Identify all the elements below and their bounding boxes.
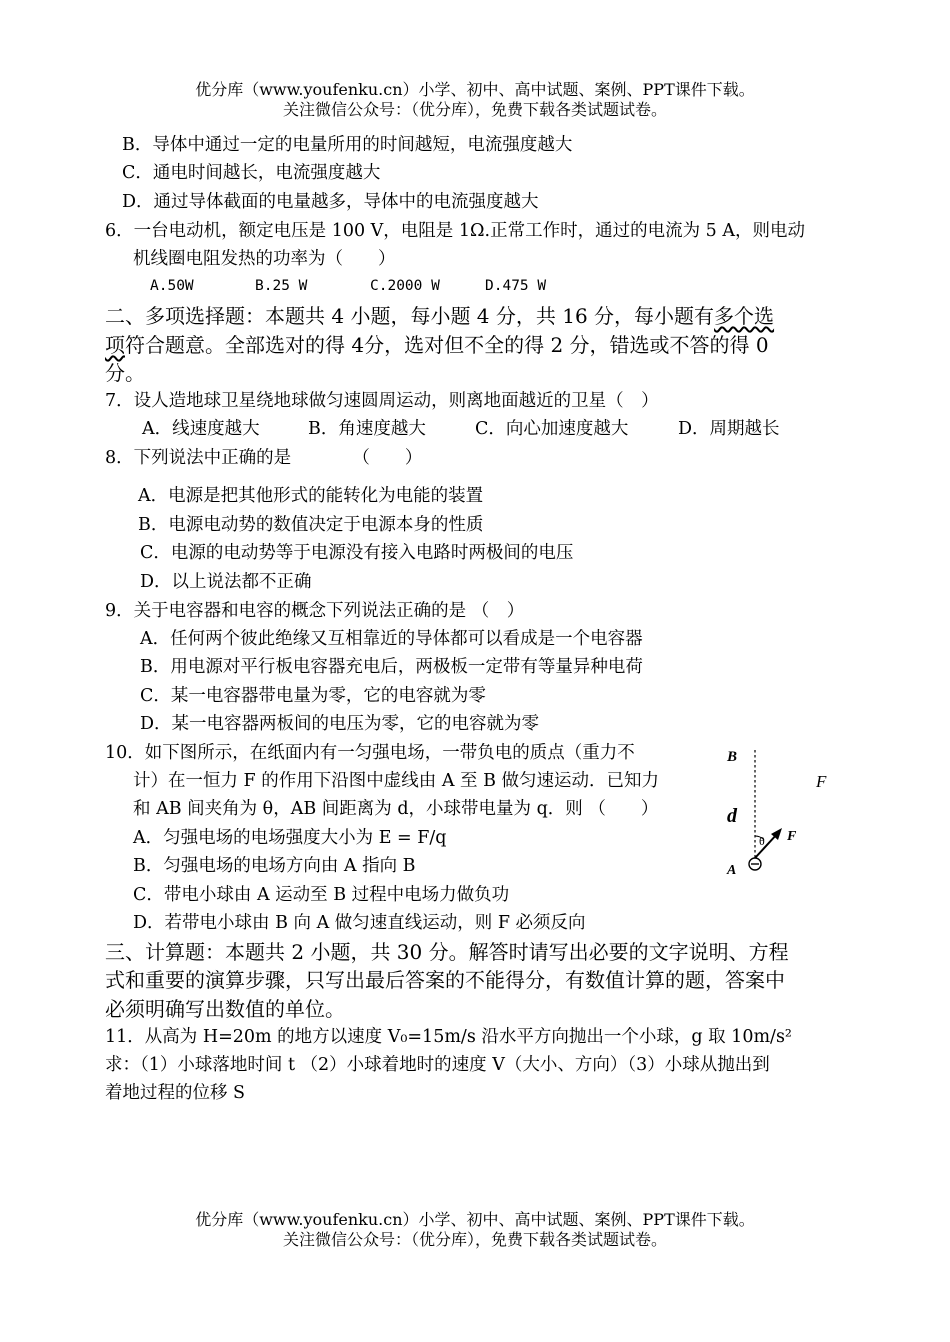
- q5-option-d: D．通过导体截面的电量越多，导体中的电流强度越大: [122, 192, 539, 212]
- q10-option-b: B．匀强电场的电场方向由 A 指向 B: [133, 856, 416, 876]
- footer-line-1: 优分库（www.youfenku.cn）小学、初中、高中试题、案例、PPT课件下载。: [195, 1210, 755, 1229]
- q7-option-a: A．线速度越大: [142, 419, 260, 439]
- section2-heading-line-3: 分。: [105, 361, 145, 385]
- label-f-far: F: [816, 772, 827, 791]
- section3-heading-line-2: 式和重要的演算步骤，只写出最后答案的不能得分，有数值计算的题，答案中: [105, 968, 785, 992]
- header-line-1: 优分库（www.youfenku.cn）小学、初中、高中试题、案例、PPT课件下载。: [195, 80, 755, 99]
- q6-option-a: A.50W: [150, 278, 194, 294]
- q9-option-d: D．某一电容器两板间的电压为零，它的电容就为零: [140, 714, 540, 734]
- q10-stem-line-1: 10．如下图所示，在纸面内有一匀强电场，一带负电的质点（重力不: [105, 743, 635, 763]
- section3-heading-line-1: 三、计算题：本题共 2 小题，共 30 分。解答时请写出必要的文字说明、方程: [105, 940, 789, 964]
- label-a: A: [727, 863, 737, 878]
- q6-option-d: D.475 W: [485, 278, 547, 294]
- q9-stem: 9．关于电容器和电容的概念下列说法正确的是 （ ）: [105, 601, 525, 621]
- q8-stem: 8．下列说法中正确的是 （ ）: [105, 448, 423, 468]
- section2-heading-line-2: 项符合题意。全部选对的得 4分，选对但不全的得 2 分，错选或不答的得 0: [105, 333, 769, 357]
- label-theta: θ: [759, 834, 765, 848]
- q8-option-c: C．电源的电动势等于电源没有接入电路时两极间的电压: [140, 543, 574, 563]
- q7-stem: 7．设人造地球卫星绕地球做匀速圆周运动，则离地面越近的卫星（ ）: [105, 391, 659, 411]
- q6-option-b: B.25 W: [255, 278, 308, 294]
- q6-stem-line-2: 机线圈电阻发热的功率为（ ）: [133, 249, 396, 269]
- q10-stem-line-3: 和 AB 间夹角为 θ，AB 间距离为 d，小球带电量为 q．则 （ ）: [133, 799, 659, 819]
- q8-option-b: B．电源电动势的数值决定于电源本身的性质: [138, 515, 484, 535]
- q8-option-a: A．电源是把其他形式的能转化为电能的装置: [138, 486, 484, 506]
- q10-stem-line-2: 计）在一恒力 F 的作用下沿图中虚线由 A 至 B 做匀速运动．已知力: [133, 771, 660, 791]
- q10-option-c: C．带电小球由 A 运动至 B 过程中电场力做负功: [133, 885, 510, 905]
- q9-option-c: C．某一电容器带电量为零，它的电容就为零: [140, 686, 486, 706]
- q10-option-d: D．若带电小球由 B 向 A 做匀速直线运动，则 F 必须反向: [133, 913, 586, 933]
- section3-heading-line-3: 必须明确写出数值的单位。: [105, 997, 345, 1021]
- q9-option-a: A．任何两个彼此绝缘又互相靠近的导体都可以看成是一个电容器: [140, 629, 643, 649]
- q7-option-d: D．周期越长: [678, 419, 780, 439]
- q5-option-b: B．导体中通过一定的电量所用的时间越短，电流强度越大: [122, 135, 573, 155]
- label-b: B: [727, 749, 738, 765]
- q7-option-b: B．角速度越大: [308, 419, 426, 439]
- q11-line-2: 求：（1）小球落地时间 t （2）小球着地时的速度 V（大小、方向）（3）小球从抛出到: [105, 1055, 770, 1075]
- header-line-2: 关注微信公众号：（优分库），免费下载各类试题试卷。: [282, 100, 667, 119]
- q9-option-b: B．用电源对平行板电容器充电后，两极板一定带有等量异种电荷: [140, 657, 643, 677]
- q10-figure: [715, 740, 840, 885]
- q11-line-1: 11．从高为 H=20m 的地方以速度 V₀=15m/s 沿水平方向抛出一个小球，g 取 10m/s²: [105, 1027, 792, 1047]
- q7-option-c: C．向心加速度越大: [475, 419, 629, 439]
- q11-line-3: 着地过程的位移 S: [105, 1083, 246, 1103]
- section2-heading-line-1: 二、多项选择题：本题共 4 小题，每小题 4 分，共 16 分，每小题有多个选: [105, 304, 775, 328]
- q5-option-c: C．通电时间越长，电流强度越大: [122, 163, 381, 183]
- label-d: d: [727, 805, 737, 827]
- label-f: F: [787, 829, 797, 844]
- q6-stem-line-1: 6．一台电动机，额定电压是 100 V，电阻是 1Ω.正常工作时，通过的电流为 5 A，则电动: [105, 221, 805, 241]
- q6-option-c: C.2000 W: [370, 278, 440, 294]
- footer-line-2: 关注微信公众号：（优分库），免费下载各类试题试卷。: [282, 1230, 667, 1249]
- q10-option-a: A．匀强电场的电场强度大小为 E = F/q: [133, 828, 447, 848]
- q8-option-d: D．以上说法都不正确: [140, 572, 312, 592]
